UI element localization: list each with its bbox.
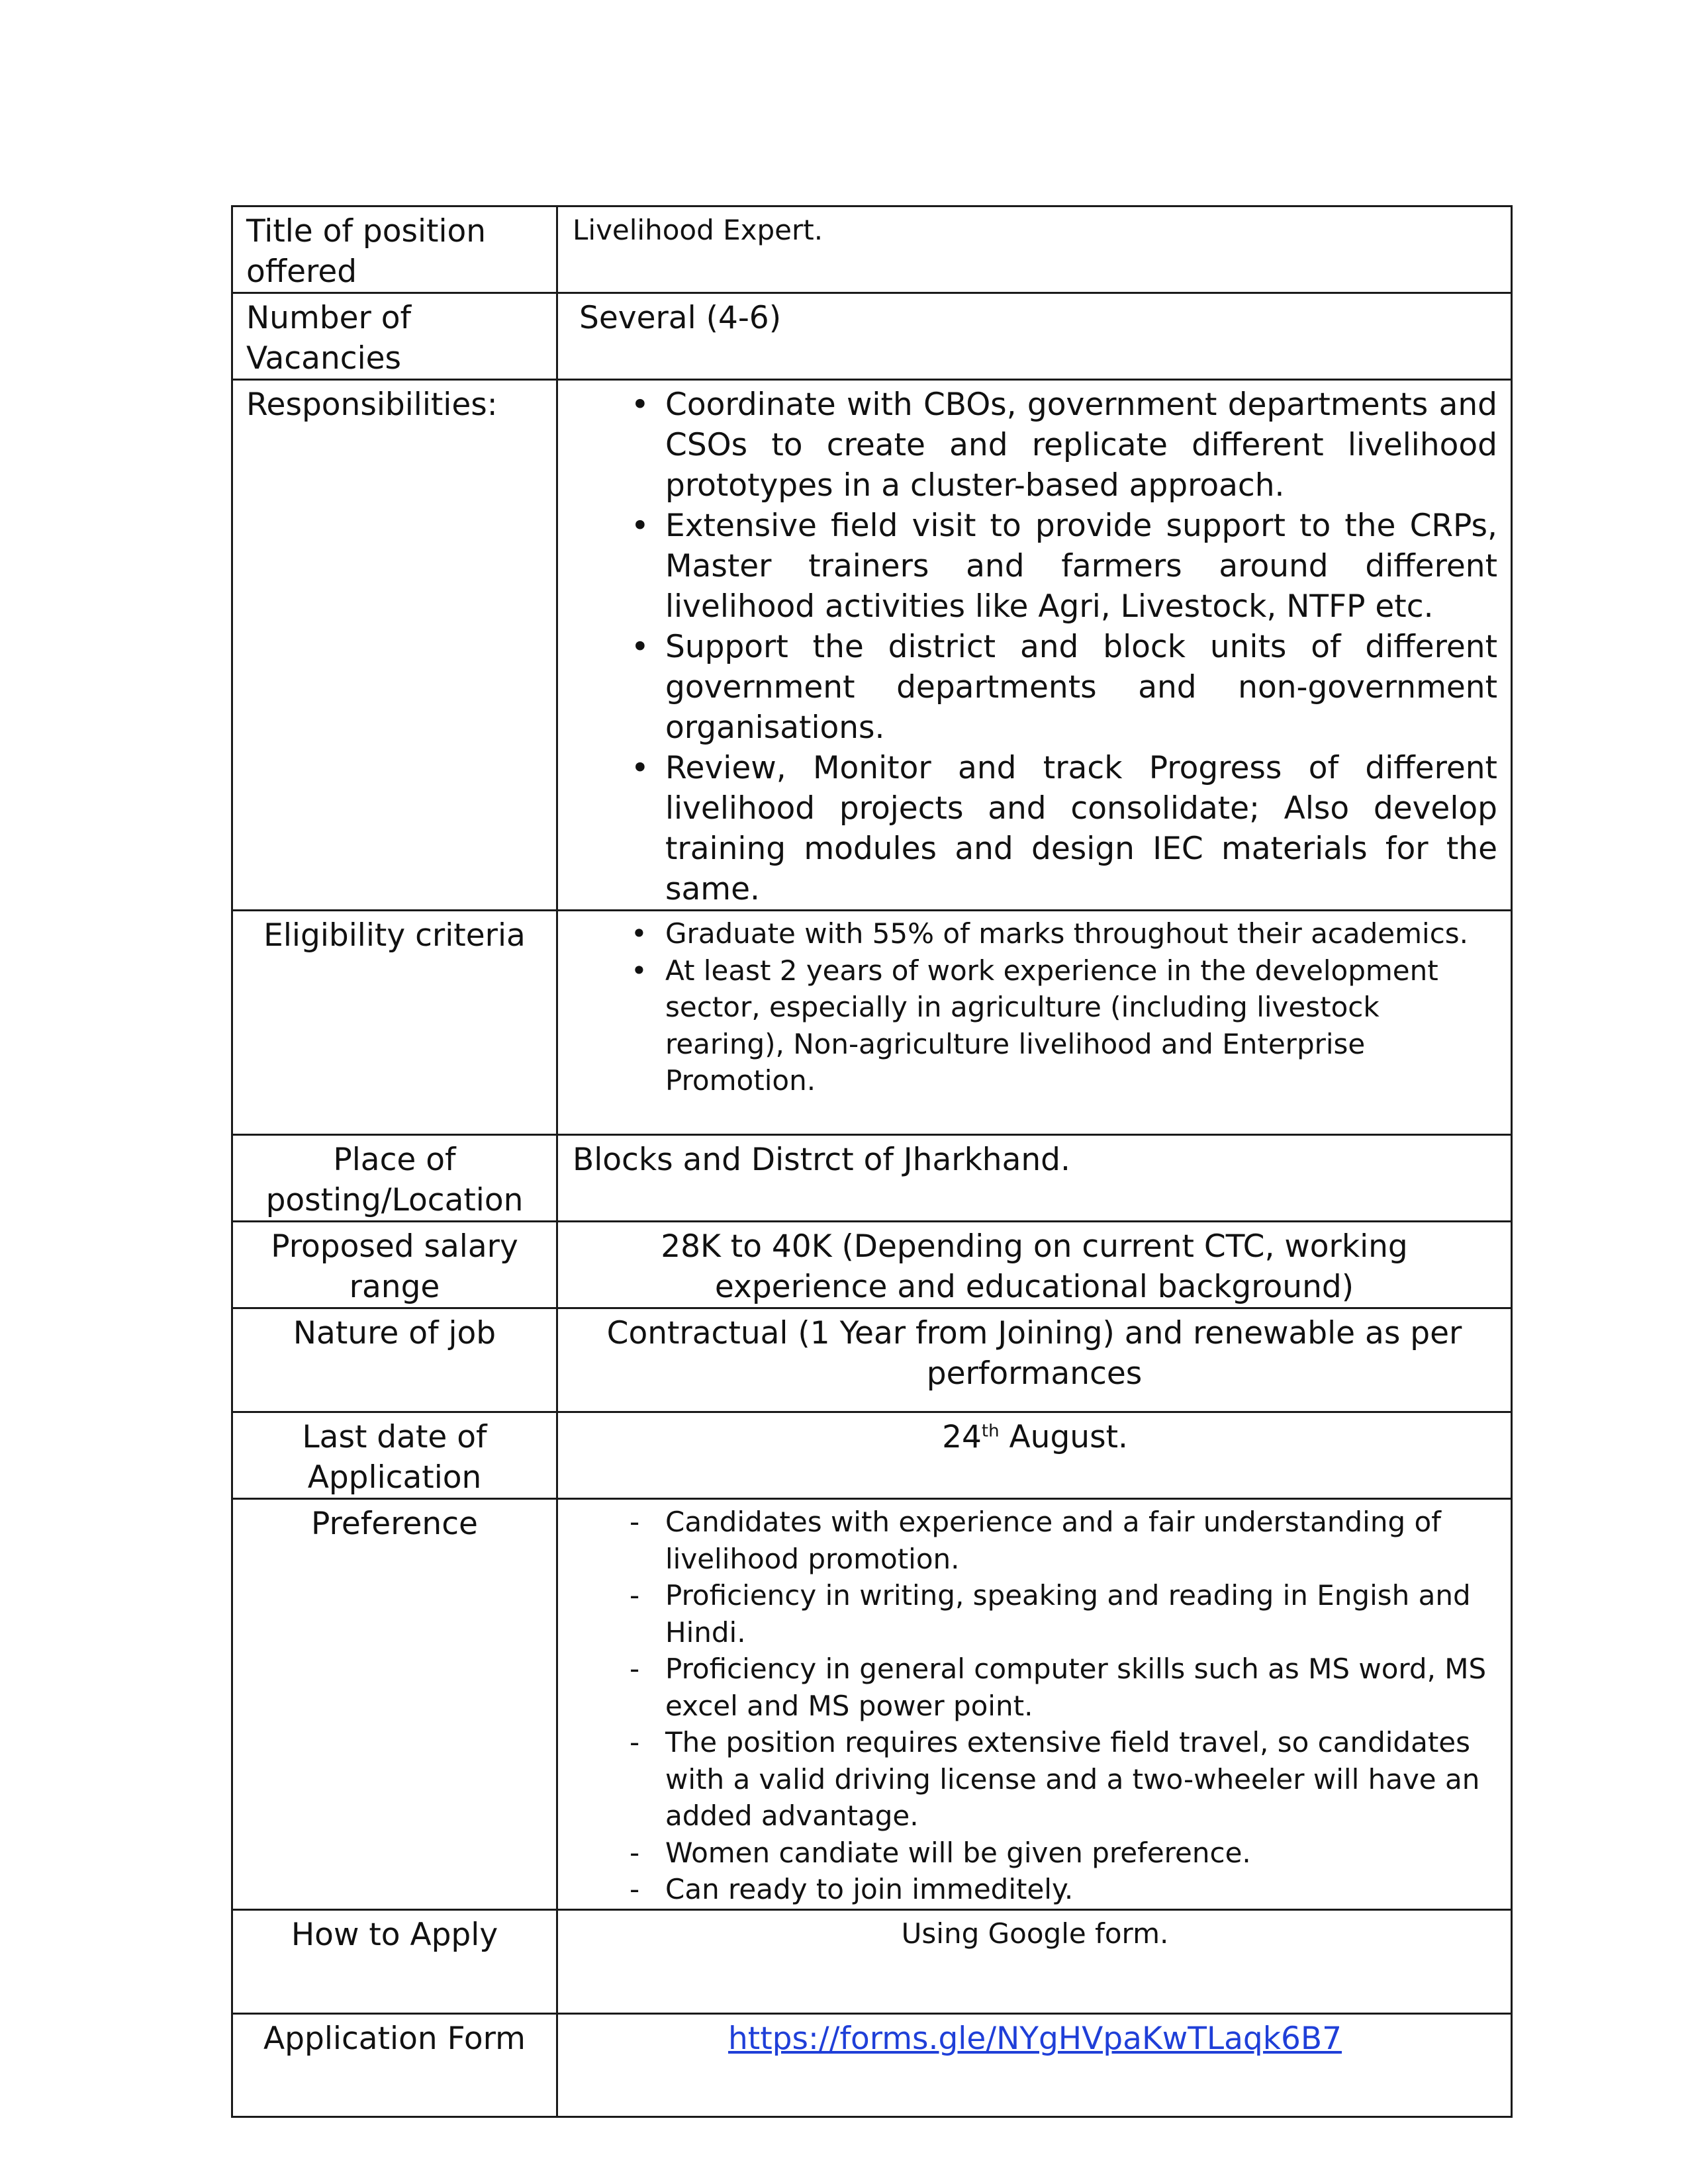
row-last-date — [232, 1412, 1512, 1499]
bullet-icon: • — [631, 954, 647, 987]
last-date-value: 24th August. — [942, 1419, 1128, 1455]
list-item: - Proficiency in general computer skills such as MS word, MS excel and MS power point. — [573, 1651, 1497, 1724]
list-item: - Candidates with experience and a fair understanding of livelihood promotion. — [573, 1504, 1497, 1577]
last-date-label: Last date of Application — [302, 1419, 487, 1496]
row-responsibilities — [232, 380, 1512, 911]
list-item: • Graduate with 55% of marks throughout their academics. — [573, 915, 1497, 952]
responsibilities-list — [573, 385, 1497, 909]
dash-icon: - — [630, 1506, 640, 1538]
preference-label: Preference — [311, 1506, 478, 1542]
row-preference — [232, 1499, 1512, 1910]
row-location — [232, 1135, 1512, 1222]
title-value: Livelihood Expert. — [573, 214, 823, 246]
dash-icon: - — [630, 1579, 640, 1612]
dash-icon: - — [630, 1726, 640, 1758]
dash-icon: - — [630, 1873, 640, 1905]
bullet-icon: • — [631, 917, 647, 950]
list-item: - Proficiency in writing, speaking and reading in Engish and Hindi. — [573, 1577, 1497, 1651]
application-form-link[interactable]: https://forms.gle/NYgHVpaKwTLaqk6B7 — [727, 2021, 1342, 2057]
location-label: Place of posting/Location — [265, 1142, 524, 1218]
bullet-icon: • — [631, 508, 649, 544]
application-form-label: Application Form — [263, 2021, 526, 2057]
list-item: • At least 2 years of work experience in the development sector, especially in agriculture (including livestock rearing), Non-agriculture livelihood and Enterprise Promotion. — [573, 952, 1497, 1099]
dash-icon: - — [630, 1653, 640, 1685]
preference-list — [573, 1504, 1497, 1908]
list-item: • Coordinate with CBOs, government departments and CSOs to create and replicate different livelihood prototypes in a cluster-based approach. — [573, 385, 1497, 506]
row-salary — [232, 1222, 1512, 1308]
list-item: - The position requires extensive field travel, so candidates with a valid driving license and a two-wheeler will have an added advantage. — [573, 1724, 1497, 1835]
nature-value: Contractual (1 Year from Joining) and renewable as per performances — [606, 1315, 1462, 1392]
row-eligibility — [232, 911, 1512, 1135]
row-application-form — [232, 2014, 1512, 2117]
nature-label: Nature of job — [293, 1315, 496, 1351]
title-label: Title of position offered — [246, 213, 487, 290]
row-title — [232, 206, 1512, 293]
salary-label: Proposed salary range — [271, 1228, 518, 1305]
bullet-icon: • — [631, 387, 649, 423]
how-to-apply-label: How to Apply — [291, 1917, 498, 1953]
eligibility-list — [573, 915, 1497, 1099]
list-item: - Can ready to join immeditely. — [573, 1871, 1497, 1908]
list-item: • Review, Monitor and track Progress of different livelihood projects and consolidate; Also develop training modules and design IEC materials for the same. — [573, 748, 1497, 909]
eligibility-label: Eligibility criteria — [263, 917, 526, 954]
vacancies-value: Several (4-6) — [579, 300, 782, 336]
job-description-table — [231, 205, 1513, 2118]
list-item: • Support the district and block units of different government departments and non-government organisations. — [573, 627, 1497, 748]
dash-icon: - — [630, 1836, 640, 1869]
bullet-icon: • — [631, 750, 649, 786]
location-value: Blocks and Distrct of Jharkhand. — [573, 1142, 1070, 1178]
row-vacancies — [232, 293, 1512, 380]
row-how-to-apply — [232, 1910, 1512, 2014]
list-item: - Women candiate will be given preference. — [573, 1835, 1497, 1872]
how-to-apply-value: Using Google form. — [901, 1917, 1169, 1950]
bullet-icon: • — [631, 629, 649, 665]
list-item: • Extensive field visit to provide support to the CRPs, Master trainers and farmers around different livelihood activities like Agri, Livestock, NTFP etc. — [573, 506, 1497, 627]
salary-value: 28K to 40K (Depending on current CTC, working experience and educational background) — [661, 1228, 1408, 1305]
responsibilities-label: Responsibilities: — [246, 387, 498, 423]
row-nature — [232, 1308, 1512, 1412]
vacancies-label: Number of Vacancies — [246, 300, 412, 377]
